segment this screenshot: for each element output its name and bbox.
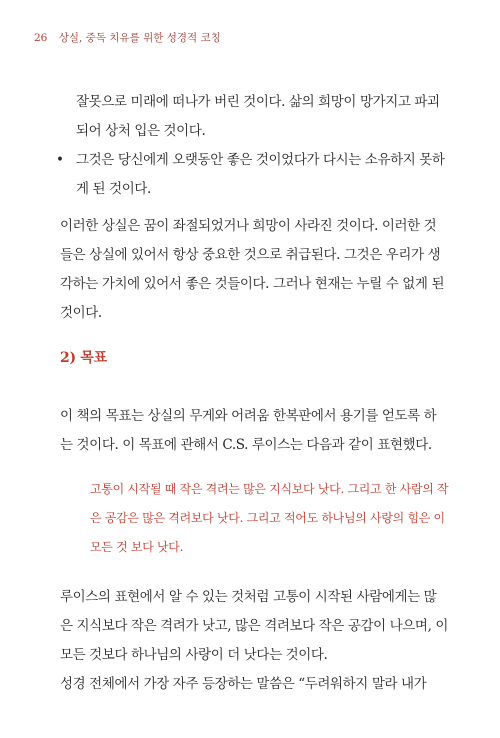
paragraph [60,402,437,460]
bullet-item [56,146,445,204]
text-line: 모든 것보다 하나님의 사랑이 더 낫다는 것이다. [60,647,328,663]
text-line: 것이다. [60,305,102,321]
text-line: 이러한 상실은 꿈이 좌절되었거나 희망이 사라진 것이다. 이러한 것 [60,218,437,234]
text-line: 각하는 가치에 있어서 좋은 것들이다. 그러나 현재는 누릴 수 없게 된 [60,276,445,292]
text-line: 이 책의 목표는 상실의 무게와 어려움 한복판에서 용기를 얻도록 하 [60,408,437,424]
book-title: 상실, 중독 치유를 위한 성경적 코칭 [58,32,221,44]
paragraph [60,583,449,699]
text-line: 되어 상처 입은 것이다. [76,123,206,139]
quote-line: 모든 것 보다 낫다. [90,540,184,554]
text-line: 잘못으로 미래에 떠나가 버린 것이다. 삶의 희망이 망가지고 파괴 [76,94,440,110]
text-line: 루이스의 표현에서 알 수 있는 것처럼 고통이 시작된 사람에게는 많 [60,589,437,605]
paragraph-continuation [56,88,445,204]
paragraph [60,212,445,328]
quote-line: 고통이 시작될 때 작은 격려는 많은 지식보다 낫다. 그리고 한 사람의 작 [90,482,449,496]
block-quote [90,475,449,562]
text-line: 은 지식보다 작은 격려가 낫고, 많은 격려보다 작은 공감이 나으며, 이 [60,618,449,634]
text-line: 그것은 당신에게 오랫동안 좋은 것이었다가 다시는 소유하지 못하 [76,152,445,168]
text-line: 는 것이다. 이 목표에 관해서 C.S. 루이스는 다음과 같이 표현했다. [60,437,432,453]
text-line: 게 된 것이다. [76,181,151,197]
text-line: 성경 전체에서 가장 자주 등장하는 말씀은 “두려워하지 말라 내가 [60,676,427,692]
quote-line: 은 공감은 많은 격려보다 낫다. 그리고 적어도 하나님의 사랑의 힘은 이 [90,511,445,525]
page-number: 26 [34,32,48,44]
text-line: 들은 상실에 있어서 항상 중요한 것으로 취급된다. 그것은 우리가 생 [60,247,441,263]
section-heading: 2) 목표 [60,350,107,366]
bullet-icon: • [56,152,64,168]
running-header [34,30,221,45]
